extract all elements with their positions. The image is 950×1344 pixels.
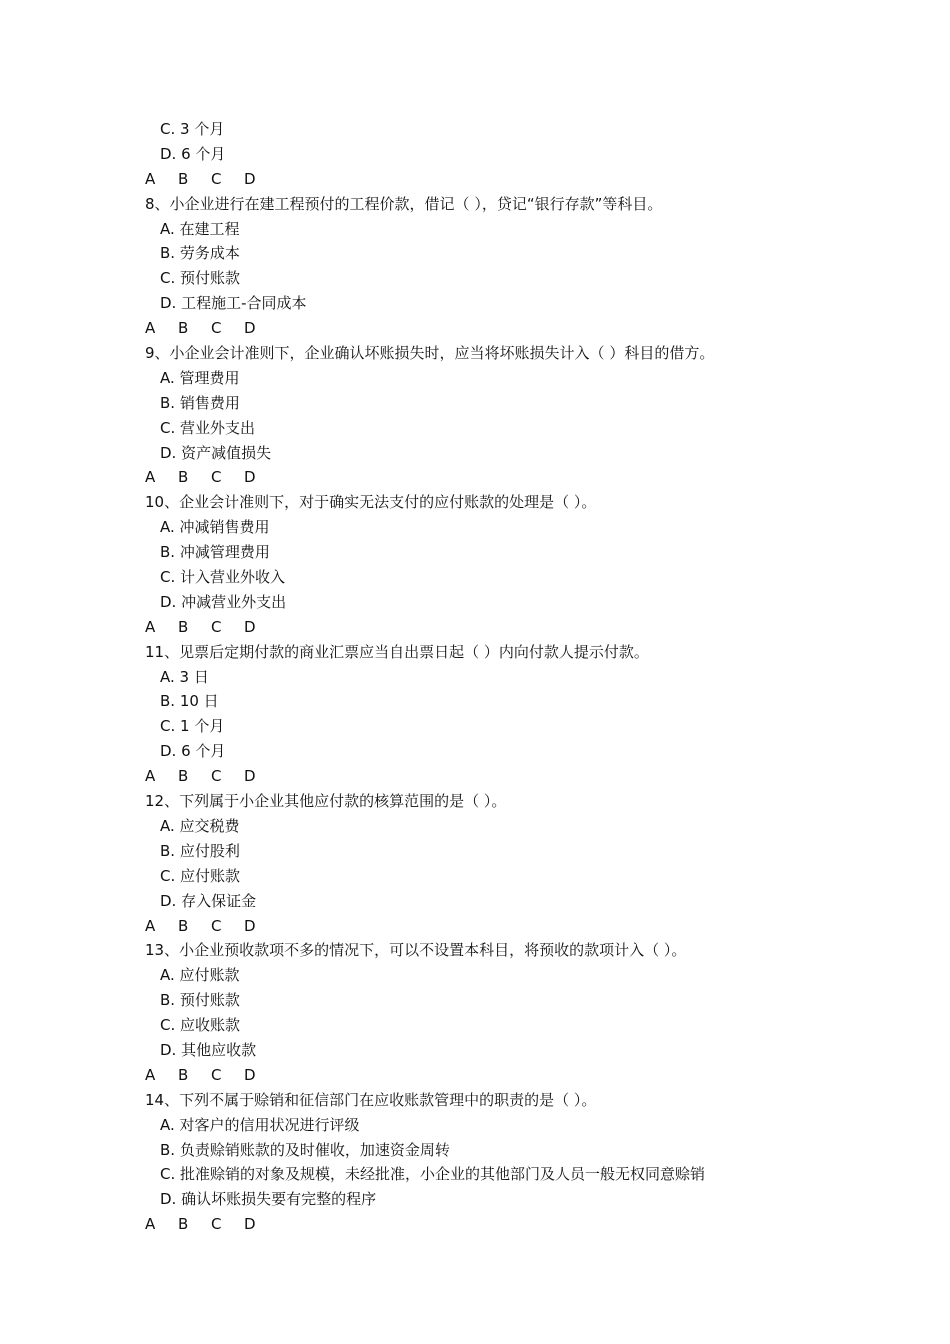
- answer-choice-a: A: [145, 319, 156, 338]
- option-line: D. 6 个月: [160, 742, 226, 761]
- option-line: C. 1 个月: [160, 717, 225, 736]
- question-block: [145, 341, 835, 490]
- option-line: A. 在建工程: [160, 219, 240, 238]
- option-line: D. 工程施工-合同成本: [160, 294, 307, 313]
- answer-choice-a: A: [145, 468, 156, 487]
- question-block: [145, 938, 835, 1087]
- answer-choice-c: C: [211, 468, 222, 487]
- answer-choice-b: B: [178, 916, 189, 935]
- question-text: 8、小企业进行在建工程预付的工程价款，借记（ ），贷记“银行存款”等科目。: [145, 194, 663, 213]
- option-line: C. 应付账款: [160, 866, 241, 885]
- option-line: B. 劳务成本: [160, 244, 240, 263]
- option-line: D. 存入保证金: [160, 891, 257, 910]
- answer-choice-d: D: [244, 319, 256, 338]
- option-line: C. 3 个月: [160, 120, 225, 138]
- option-line: D. 确认坏账损失要有完整的程序: [160, 1190, 377, 1209]
- answer-choices: [145, 167, 835, 192]
- option-line: D. 冲减营业外支出: [160, 592, 287, 611]
- answer-choice-d: D: [244, 468, 256, 487]
- answer-choice-a: A: [145, 169, 156, 188]
- answer-choice-a: A: [145, 1065, 156, 1084]
- option-line: B. 负责赊销账款的及时催收，加速资金周转: [160, 1140, 450, 1159]
- option-line: B. 销售费用: [160, 393, 240, 412]
- question-text: 14、下列不属于赊销和征信部门在应收账款管理中的职责的是（ ）。: [145, 1090, 597, 1109]
- answer-choice-b: B: [178, 617, 189, 636]
- answer-choices: [145, 1212, 835, 1237]
- answer-choice-a: A: [145, 1215, 156, 1234]
- answer-choice-b: B: [178, 319, 189, 338]
- question-list: [145, 117, 835, 1237]
- answer-choice-c: C: [211, 617, 222, 636]
- answer-choices: [145, 764, 835, 789]
- answer-choice-d: D: [244, 916, 256, 935]
- answer-choices: [145, 465, 835, 490]
- question-block: [145, 192, 835, 341]
- option-line: A. 管理费用: [160, 368, 240, 387]
- answer-choice-b: B: [178, 1215, 189, 1234]
- question-text: 13、小企业预收款项不多的情况下，可以不设置本科目，将预收的款项计入（ ）。: [145, 941, 687, 960]
- answer-choice-b: B: [178, 468, 189, 487]
- question-text: 11、见票后定期付款的商业汇票应当自出票日起（ ）内向付款人提示付款。: [145, 642, 649, 661]
- answer-choice-c: C: [211, 1215, 222, 1234]
- option-line: C. 计入营业外收入: [160, 568, 286, 587]
- answer-choice-c: C: [211, 767, 222, 786]
- option-line: B. 应付股利: [160, 841, 240, 860]
- answer-choice-a: A: [145, 916, 156, 935]
- answer-choice-c: C: [211, 319, 222, 338]
- answer-choice-b: B: [178, 1065, 189, 1084]
- option-line: B. 10 日: [160, 692, 219, 711]
- answer-choice-d: D: [244, 767, 256, 786]
- option-line: D. 6 个月: [160, 144, 226, 163]
- question-text: 12、下列属于小企业其他应付款的核算范围的是（ ）。: [145, 792, 507, 811]
- question-block: [145, 640, 835, 789]
- option-line: C. 批准赊销的对象及规模，未经批准，小企业的其他部门及人员一般无权同意赊销: [160, 1165, 706, 1184]
- question-block: [145, 1088, 835, 1237]
- answer-choice-c: C: [211, 1065, 222, 1084]
- option-line: B. 冲减管理费用: [160, 543, 270, 562]
- question-block: [145, 490, 835, 639]
- option-line: D. 资产减值损失: [160, 443, 272, 462]
- option-line: D. 其他应收款: [160, 1040, 257, 1059]
- option-line: C. 营业外支出: [160, 418, 256, 437]
- answer-choice-d: D: [244, 169, 256, 188]
- option-line: A. 冲减销售费用: [160, 518, 270, 537]
- answer-choice-c: C: [211, 169, 222, 188]
- answer-choice-d: D: [244, 1065, 256, 1084]
- question-text: 9、小企业会计准则下，企业确认坏账损失时，应当将坏账损失计入（ ）科目的借方。: [145, 344, 715, 363]
- answer-choices: [145, 914, 835, 939]
- option-line: A. 3 日: [160, 667, 209, 686]
- answer-choice-a: A: [145, 617, 156, 636]
- option-line: B. 预付账款: [160, 991, 240, 1010]
- answer-choices: [145, 1063, 835, 1088]
- question-block: [145, 789, 835, 938]
- option-line: C. 预付账款: [160, 269, 241, 288]
- answer-choices: [145, 316, 835, 341]
- option-line: A. 应付账款: [160, 966, 240, 985]
- question-text: 10、企业会计准则下，对于确实无法支付的应付账款的处理是（ ）。: [145, 493, 597, 512]
- option-line: A. 对客户的信用状况进行评级: [160, 1115, 360, 1134]
- answer-choices: [145, 615, 835, 640]
- option-line: A. 应交税费: [160, 816, 240, 835]
- answer-choice-b: B: [178, 767, 189, 786]
- option-line: C. 应收账款: [160, 1016, 241, 1035]
- answer-choice-c: C: [211, 916, 222, 935]
- answer-choice-d: D: [244, 1215, 256, 1234]
- answer-choice-d: D: [244, 617, 256, 636]
- answer-choice-a: A: [145, 767, 156, 786]
- answer-choice-b: B: [178, 169, 189, 188]
